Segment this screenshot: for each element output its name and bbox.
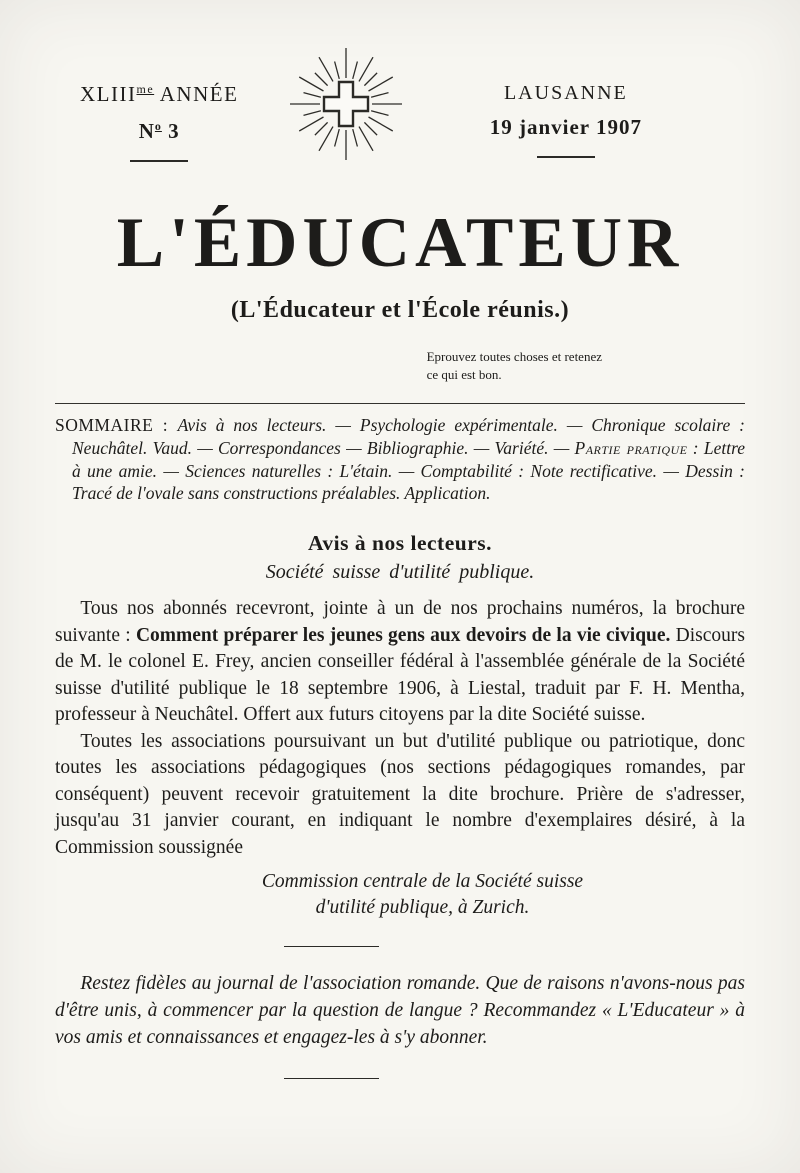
journal-subtitle: (L'Éducateur et l'École réunis.) — [230, 297, 570, 323]
sommaire-section-label: Partie pratique — [574, 437, 688, 458]
swiss-cross-sunburst-icon — [286, 44, 406, 164]
date-line: 19 janvier 1907 — [489, 115, 642, 139]
issue-sup: o — [154, 119, 162, 133]
signature-line-1: Commission centrale de la Société suisse — [261, 871, 584, 893]
issue-number: 3 — [161, 119, 180, 143]
paragraph-1 — [55, 596, 745, 729]
article-heading: Avis à nos lecteurs. — [308, 531, 492, 556]
issue-letter: N — [138, 119, 155, 143]
sommaire-part-1: Avis à nos lecteurs. — Psychologie expérimentale. — Chronique scolaire : Neuchâtel. Vaud. — Correspondances — Bibliographie. — Variété. — — [72, 415, 745, 458]
epigraph-line-1: Eprouvez toutes choses et retenez — [426, 349, 602, 364]
signature-line-2: d'utilité publique, à Zurich. — [315, 896, 530, 918]
masthead-left — [80, 82, 238, 162]
masthead-left-rule — [130, 160, 188, 162]
annee-line — [80, 82, 238, 107]
annee-word: ANNÉE — [154, 82, 239, 106]
epigraph — [427, 348, 602, 383]
city-line: LAUSANNE — [503, 82, 628, 104]
sommaire-paragraph — [55, 414, 745, 505]
masthead-right — [490, 82, 642, 158]
masthead-right-rule — [537, 156, 595, 158]
closing-paragraph: Restez fidèles au journal de l'association romande. Que de raisons n'avons-nous pas d'être unis, à commencer par la question de langue ? Recommandez « L'Educateur » à vos amis et connaissances et engagez-les à s'y abonner. — [55, 972, 745, 1048]
journal-title: L'ÉDUCATEUR — [116, 204, 684, 282]
epigraph-line-2: ce qui est bon. — [426, 366, 502, 382]
article-subheading: Société suisse d'utilité publique. — [265, 561, 535, 584]
section-rule-2 — [284, 1078, 379, 1079]
annee-number: XLIII — [80, 82, 137, 106]
section-rule-1 — [284, 946, 379, 947]
paragraph-1-rest: Discours de M. le colonel E. Frey, ancien conseiller fédéral à l'assemblée générale de la Société suisse d'utilité publique le 18 septembre 1906, à Liestal, traduit par F. H. Mentha, professeur à Neuchâtel. Offert aux futurs citoyens par la dite Société suisse. — [55, 624, 746, 726]
sommaire-part-2: : Lettre à une amie. — Sciences naturelles : L'étain. — Comptabilité : Note rectificative. — Dessin : Tracé de l'ovale sans constructions préalables. Application. — [72, 437, 745, 504]
annee-sup: me — [136, 82, 155, 96]
issue-line — [80, 119, 238, 144]
paragraph-2: Toutes les associations poursuivant un but d'utilité publique ou patriotique, donc toutes les associations pédagogiques (nos sections pédagogiques romandes, par conséquent) peuvent recevoir gratuitement la dite brochure. Prière de s'adresser, jusqu'au 31 janvier courant, en indiquant le nombre d'exemplaires désiré, à la Commission soussignée — [55, 730, 745, 858]
header-rule — [55, 403, 745, 404]
sommaire-label: SOMMAIRE : — [55, 415, 178, 436]
article — [0, 531, 800, 1079]
paragraph-1-lead: Tous nos abonnés recevront, jointe à un de nos prochains numéros, la brochure suivante : — [55, 598, 745, 646]
signature-block — [0, 869, 800, 920]
paragraph-1-bold: Comment préparer les jeunes gens aux devoirs de la vie civique. — [135, 624, 671, 646]
swiss-cross-icon — [324, 82, 368, 126]
